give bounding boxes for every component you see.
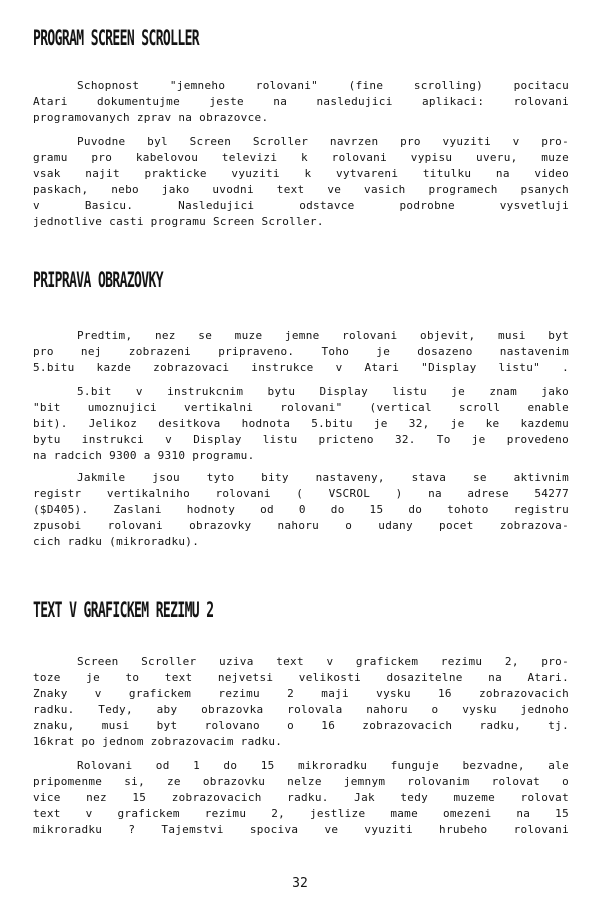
text-line: na radcich 9300 a 9310 programu. xyxy=(33,449,255,462)
text-line: 5.bit v instrukcnim bytu Display listu je znam jako xyxy=(77,385,569,398)
paragraph-2 xyxy=(33,134,569,230)
text-line: 16krat po jednom zobrazovacim radku. xyxy=(33,735,283,748)
text-line: cich radku (mikroradku). xyxy=(33,535,200,548)
section-heading-priprava-obrazovky: PRIPRAVA OBRAZOVKY xyxy=(33,268,163,292)
text-line: "bit umoznujici vertikalni rolovani" (vertical scroll enable xyxy=(33,401,569,414)
text-line: radku. Tedy, aby obrazovka rolovala nahoru o vysku jednoho xyxy=(33,703,569,716)
paragraph-5 xyxy=(33,470,569,550)
text-line: Schopnost "jemneho rolovani" (fine scrolling) pocitacu xyxy=(77,79,569,92)
text-line: gramu pro kabelovou televizi k rolovani vypisu uveru, muze xyxy=(33,151,569,164)
text-line: ($D405). Zaslani hodnoty od 0 do 15 do tohoto registru xyxy=(33,503,569,516)
paragraph-6 xyxy=(33,654,569,750)
text-line: registr vertikalniho rolovani ( VSCROL ) na adrese 54277 xyxy=(33,487,569,500)
text-line: pro nej zobrazeni pripraveno. Toho je dosazeno nastavenim xyxy=(33,345,569,358)
text-line: text v grafickem rezimu 2, jestlize mame omezeni na 15 xyxy=(33,807,569,820)
text-line: programovanych zprav na obrazovce. xyxy=(33,111,269,124)
page-number: 32 xyxy=(292,876,308,891)
text-line: zpusobi rolovani obrazovky nahoru o udany pocet zobrazova- xyxy=(33,519,569,532)
text-line: Predtim, nez se muze jemne rolovani objevit, musi byt xyxy=(77,329,569,342)
text-line: paskach, nebo jako uvodni text ve vasich programech psanych xyxy=(33,183,569,196)
text-line: Puvodne byl Screen Scroller navrzen pro vyuziti v pro- xyxy=(77,135,569,148)
paragraph-7 xyxy=(33,758,569,838)
section-heading-text-v-grafickem-rezimu-2: TEXT V GRAFICKEM REZIMU 2 xyxy=(33,598,214,622)
text-line: znaku, musi byt rolovano o 16 zobrazovacich radku, tj. xyxy=(33,719,569,732)
text-line: jednotlive casti programu Screen Scroller. xyxy=(33,215,324,228)
text-line: Rolovani od 1 do 15 mikroradku funguje bezvadne, ale xyxy=(77,759,569,772)
paragraph-1 xyxy=(33,78,569,126)
text-line: pripomenme si, ze obrazovku nelze jemnym rolovanim rolovat o xyxy=(33,775,569,788)
text-line: bit). Jelikoz desitkova hodnota 5.bitu je 32, je ke kazdemu xyxy=(33,417,569,430)
text-line: Znaky v grafickem rezimu 2 maji vysku 16 zobrazovacich xyxy=(33,687,569,700)
paragraph-4 xyxy=(33,384,569,464)
text-line: v Basicu. Nasledujici odstavce podrobne vysvetluji xyxy=(33,199,569,212)
text-line: Screen Scroller uziva text v grafickem rezimu 2, pro- xyxy=(77,655,569,668)
text-line: Atari dokumentujme jeste na nasledujici aplikaci: rolovani xyxy=(33,95,569,108)
text-line: bytu instrukci v Display listu pricteno 32. To je provedeno xyxy=(33,433,569,446)
section-heading-program-screen-scroller: PROGRAM SCREEN SCROLLER xyxy=(33,26,200,50)
text-line: mikroradku ? Tajemstvi spociva ve vyuziti hrubeho rolovani xyxy=(33,823,569,836)
text-line: toze je to text nejvetsi velikosti dosazitelne na Atari. xyxy=(33,671,569,684)
text-line: 5.bitu kazde zobrazovaci instrukce v Atari "Display listu" . xyxy=(33,361,569,374)
text-line: vice nez 15 zobrazovacich radku. Jak tedy muzeme rolovat xyxy=(33,791,569,804)
text-line: vsak najit prakticke vyuziti k vytvareni titulku na video xyxy=(33,167,569,180)
paragraph-3 xyxy=(33,328,569,376)
text-line: Jakmile jsou tyto bity nastaveny, stava se aktivnim xyxy=(77,471,569,484)
